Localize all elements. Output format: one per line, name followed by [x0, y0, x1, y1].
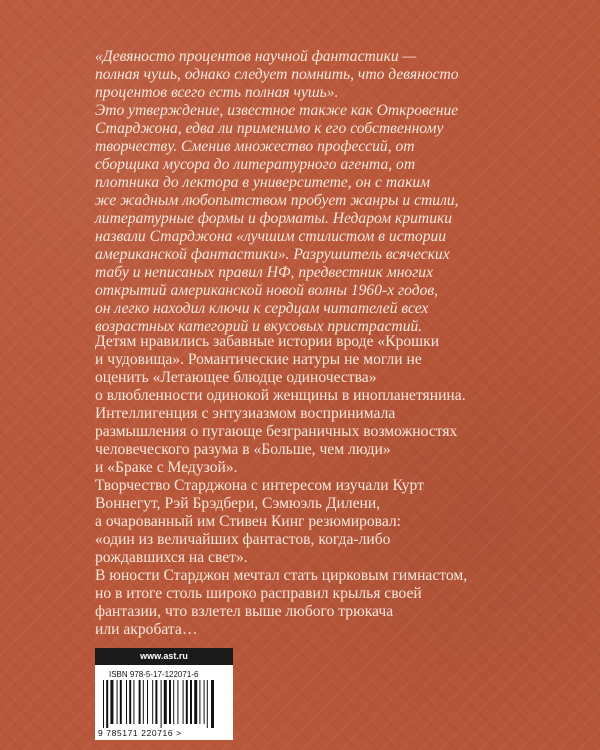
- description-line: рождавшихся на свет».: [95, 549, 248, 566]
- description-line: а очарованный им Стивен Кинг резюмировал:: [95, 513, 401, 530]
- description-line: Воннегут, Рэй Брэдбери, Сэмюэль Дилени,: [95, 495, 381, 512]
- description-line: размышления о пугающе безграничных возможностях: [95, 423, 458, 440]
- barcode-bar: [106, 680, 108, 728]
- barcode-bar: [199, 680, 200, 724]
- quote-line: литературные формы и форматы. Недаром критики: [95, 210, 453, 227]
- description-line: Детям нравились забавные истории вроде «Крошки: [95, 333, 440, 350]
- barcode-bar: [152, 680, 153, 724]
- quote-line: плотника до лектора в университете, он с таким: [95, 174, 431, 191]
- barcode-bar: [186, 680, 188, 724]
- description-line: но в итоге столь широко расправил крылья своей: [95, 585, 422, 602]
- quote-line: же жадным любопытством пробует жанры и стили,: [95, 192, 459, 209]
- barcode-bar: [143, 680, 144, 724]
- description-line: Творчество Старджона с интересом изучали Курт: [95, 477, 424, 494]
- barcode-bar: [110, 680, 113, 724]
- quote-line: американской фантастики». Разрушитель всяческих: [95, 246, 450, 263]
- barcode-bar: [173, 680, 174, 724]
- barcode-bar: [190, 680, 192, 724]
- quote-line: процентов всего есть полная чушь».: [95, 84, 339, 101]
- barcode-bar: [177, 680, 178, 724]
- quote-line: полная чушь, однако следует помнить, что девяносто: [95, 66, 459, 83]
- barcode-bar: [204, 680, 205, 724]
- barcode-panel: [95, 648, 233, 740]
- barcode-icon: [95, 680, 233, 728]
- barcode-bar: [133, 680, 134, 724]
- barcode-bar: [183, 680, 184, 724]
- publisher-website: www.ast.ru: [95, 648, 233, 665]
- quote-line: возрастных категорий и вкусовых пристрастий.: [95, 318, 423, 335]
- quote-line: сборщика мусора до литературного агента, от: [95, 156, 416, 173]
- barcode-bar: [161, 680, 162, 728]
- description-line: Интеллигенция с энтузиазмом воспринимала: [95, 405, 396, 422]
- description-line: человеческого разума в «Больше, чем люди»: [95, 441, 391, 458]
- description-line: или акробата…: [95, 621, 198, 638]
- barcode-bar: [211, 680, 214, 728]
- quote-line: он легко находил ключи к сердцам читателей всех: [95, 300, 429, 317]
- description-line: «один из величайших фантастов, когда-либо: [95, 531, 391, 548]
- barcode-bar: [155, 680, 157, 724]
- barcode-bar: [103, 680, 104, 728]
- barcode-bar: [117, 680, 118, 724]
- barcode-bar: [139, 680, 141, 724]
- barcode-bar: [120, 680, 122, 724]
- description-line: и чудовища». Романтические натуры не могли не: [95, 351, 422, 368]
- barcode-bar: [129, 680, 131, 724]
- barcode-bar: [207, 680, 208, 728]
- quote-line: Это утверждение, известное также как Откровение: [95, 102, 459, 119]
- quote-line: «Девяносто процентов научной фантастики —: [95, 48, 417, 65]
- barcode-bar: [126, 680, 127, 724]
- barcode-digits: 9 785171 220716 >: [98, 728, 182, 738]
- description-line: фантазии, что взлетел выше любого трюкача: [95, 603, 394, 620]
- description-paragraph: [95, 333, 535, 639]
- quote-line: назвали Старджона «лучшим стилистом в истории: [95, 228, 447, 245]
- description-line: о влюбленности одинокой женщины в инопланетянина.: [95, 387, 466, 404]
- description-line: и «Браке с Медузой».: [95, 459, 238, 476]
- barcode-bar: [169, 680, 171, 724]
- quote-line: открытий американской новой волны 1960-х годов,: [95, 282, 439, 299]
- barcode-bar: [194, 680, 197, 724]
- isbn-label: ISBN 978-5-17-122071-6: [109, 670, 199, 679]
- quote-paragraph: [95, 48, 535, 336]
- barcode-bar: [164, 680, 167, 724]
- quote-line: табу и неписаных правил НФ, предвестник многих: [95, 264, 434, 281]
- quote-line: творчеству. Сменив множество профессий, от: [95, 138, 415, 155]
- description-line: В юности Старджон мечтал стать цирковым гимнастом,: [95, 567, 468, 584]
- barcode-bar: [147, 680, 148, 724]
- description-line: оценить «Летающее блюдце одиночества»: [95, 369, 377, 386]
- quote-line: Старджона, едва ли применимо к его собственному: [95, 120, 444, 137]
